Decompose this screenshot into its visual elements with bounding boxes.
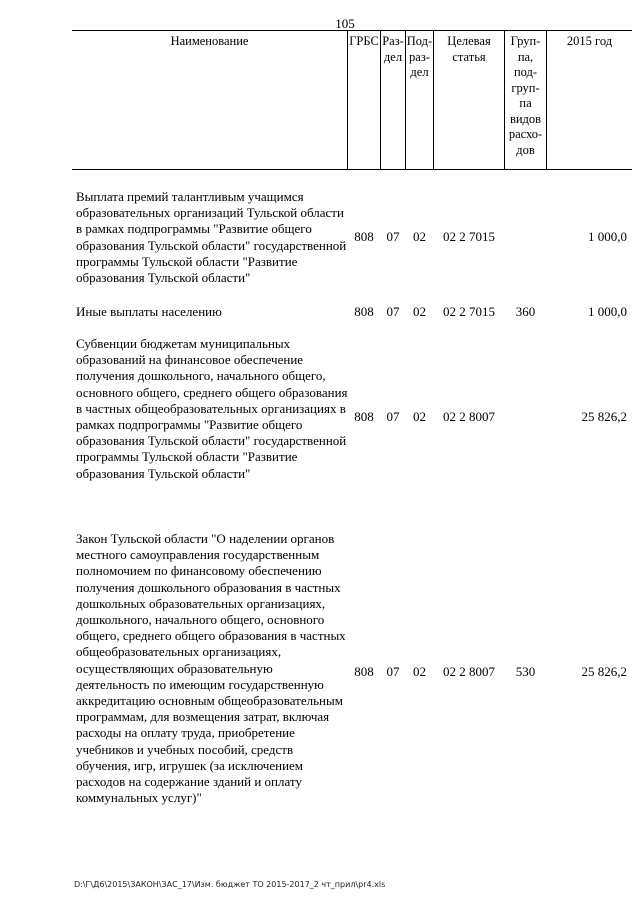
table-row bbox=[72, 336, 632, 501]
row-amount: 25 826,2 bbox=[581, 409, 627, 424]
row-grbs: 808 bbox=[354, 304, 374, 319]
row-target-article: 02 2 8007 bbox=[443, 664, 495, 679]
row-target-article: 02 2 7015 bbox=[443, 304, 495, 319]
header-target-article: Целевая статья bbox=[447, 34, 491, 64]
row-podrazdel: 02 bbox=[413, 409, 426, 424]
row-name: Иные выплаты населению bbox=[76, 304, 222, 319]
row-podrazdel: 02 bbox=[413, 664, 426, 679]
table-row bbox=[72, 189, 632, 289]
row-expense-group: 360 bbox=[515, 304, 536, 319]
header-year: 2015 год bbox=[566, 34, 613, 48]
row-amount: 1 000,0 bbox=[588, 229, 627, 244]
table-row bbox=[72, 531, 632, 831]
header-name: Наименование bbox=[170, 34, 249, 48]
column-divider bbox=[347, 31, 348, 169]
row-name: Субвенции бюджетам муниципальных образований на финансовое обеспечение получения дошкольного, начального общего, основного общего, среднего общего образования в частных общеобразовательных организациях в рамках подпрограммы "Развитие общего образования Тульской области" государственной программы Тульской области "Развитие образования Тульской области" bbox=[76, 336, 348, 481]
row-podrazdel: 02 bbox=[413, 229, 426, 244]
file-path-footer: D:\Г\Д6\2015\ЗАКОН\ЗАС_17\Изм. бюджет ТО 2015-2017_2 чт_прил\pr4.xls bbox=[74, 880, 386, 889]
row-razdel: 07 bbox=[386, 304, 400, 319]
row-razdel: 07 bbox=[386, 664, 400, 679]
row-target-article: 02 2 7015 bbox=[443, 229, 495, 244]
row-grbs: 808 bbox=[354, 664, 374, 679]
row-razdel: 07 bbox=[386, 409, 400, 424]
row-expense-group: 530 bbox=[515, 664, 536, 679]
header-expense-group: Груп- па, под- груп- па видов расхо- дов bbox=[508, 34, 543, 157]
row-name: Выплата премий талантливым учащимся образовательных организаций Тульской области в рамках подпрограммы "Развитие общего образования Тульской области" государственной программы Тульской области "Развитие образования Тульской области" bbox=[76, 189, 347, 286]
header-razdel: Раз- дел bbox=[382, 34, 404, 64]
row-target-article: 02 2 8007 bbox=[443, 409, 495, 424]
header-grbs: ГРБС bbox=[349, 34, 379, 48]
table-header bbox=[72, 30, 632, 170]
row-amount: 1 000,0 bbox=[588, 304, 627, 319]
page-number: 105 bbox=[335, 16, 355, 31]
row-amount: 25 826,2 bbox=[581, 664, 627, 679]
row-razdel: 07 bbox=[386, 229, 400, 244]
row-podrazdel: 02 bbox=[413, 304, 426, 319]
header-podrazdel: Под- раз- дел bbox=[406, 34, 433, 79]
table-row bbox=[72, 304, 632, 324]
row-name: Закон Тульской области "О наделении органов местного самоуправления государственным полномочием по финансовому обеспечению получения дошкольного образования в частных дошкольных образовательных организациях, дошкольного, начального общего, основного общего, среднего общего образования в частных общеобразовательных организациях, осуществляющих образовательную деятельность по имеющим государственную аккредитацию основным общеобразовательным программам, для возмещения затрат, включая расходы на оплату труда, приобретение учебников и учебных пособий, средств обучения, игр, игрушек (за исключением расходов на содержание зданий и оплату коммунальных услуг)" bbox=[76, 531, 346, 806]
column-divider bbox=[546, 31, 547, 169]
row-grbs: 808 bbox=[354, 229, 374, 244]
row-grbs: 808 bbox=[354, 409, 374, 424]
